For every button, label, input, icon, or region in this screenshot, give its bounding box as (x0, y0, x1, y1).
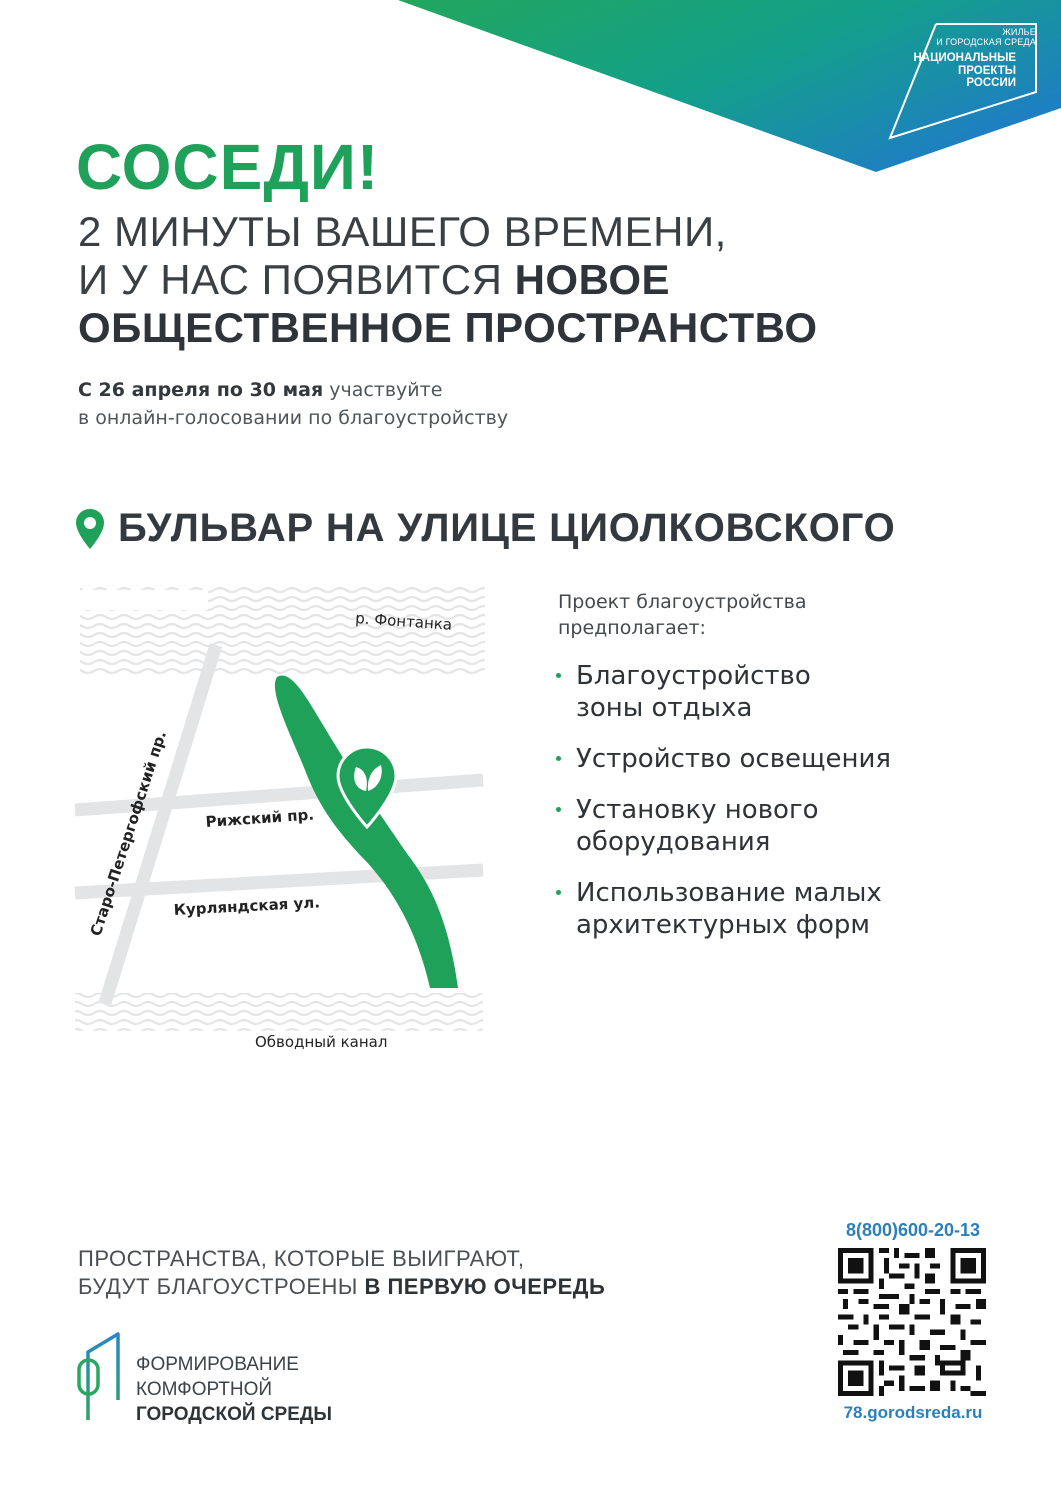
project-intro-line1: Проект благоустройства (558, 591, 807, 613)
map-clear-area (78, 590, 208, 610)
label-fontanka: р. Фонтанка (354, 609, 453, 634)
brand-line1: ФОРМИРОВАНИЕ (136, 1354, 299, 1375)
list-item-line2: зоны отдыха (576, 693, 753, 723)
list-item (556, 743, 956, 775)
project-items-list (556, 660, 956, 960)
list-item-line2: архитектурных форм (576, 910, 871, 940)
page-title: СОСЕДИ! (76, 131, 380, 203)
headline-line2 (78, 256, 818, 304)
label-rizhsky: Рижский пр. (205, 805, 315, 831)
list-item-line2: оборудования (576, 827, 771, 857)
location-pin-icon (76, 509, 104, 549)
brand-line3: ГОРОДСКОЙ СРЕДЫ (136, 1404, 333, 1425)
bullet-icon (556, 756, 561, 761)
np-small-line2: И ГОРОДСКАЯ СРЕДА (936, 37, 1036, 47)
headline-line3 (78, 304, 818, 352)
list-item-line1: Благоустройство (576, 661, 811, 691)
national-projects-logo (888, 22, 1038, 142)
voting-text1: участвуйте (323, 379, 443, 401)
label-obvodny: Обводный канал (255, 1033, 388, 1051)
project-intro (558, 589, 807, 641)
obvodny-canal-waves (75, 993, 483, 1031)
np-big-line3: РОССИИ (966, 77, 1016, 89)
place-name: БУЛЬВАР НА УЛИЦЕ ЦИОЛКОВСКОГО (118, 506, 896, 550)
priority-note (78, 1245, 605, 1301)
list-item-line1: Устройство освещения (576, 744, 892, 774)
qr-code-icon[interactable] (838, 1248, 986, 1396)
bullet-icon (556, 890, 561, 895)
label-staro-peterhof: Старо-Петергофский пр. (86, 728, 171, 939)
voting-dates (78, 376, 508, 432)
brand-line2: КОМФОРТНОЙ (136, 1379, 273, 1400)
project-intro-line2: предполагает: (558, 617, 706, 639)
priority-note-line2-bold: В ПЕРВУЮ ОЧЕРЕДЬ (364, 1274, 606, 1299)
bullet-icon (556, 807, 561, 812)
priority-note-line1: ПРОСТРАНСТВА, КОТОРЫЕ ВЫИГРАЮТ, (78, 1246, 525, 1271)
priority-note-line2 (78, 1273, 605, 1301)
headline-line2-regular: И У НАС ПОЯВИТСЯ (78, 256, 515, 303)
priority-note-line2-regular: БУДУТ БЛАГОУСТРОЕНЫ (78, 1274, 365, 1299)
boulevard-green-area (275, 676, 458, 988)
list-item-line1: Использование малых (576, 878, 882, 908)
np-big-line2: ПРОЕКТЫ (958, 64, 1016, 77)
label-kurlyandskaya: Курляндская ул. (173, 893, 321, 919)
voting-line1 (78, 376, 508, 404)
headline-line1: 2 МИНУТЫ ВАШЕГО ВРЕМЕНИ, (78, 208, 727, 255)
place-heading (76, 506, 896, 551)
brand-logo (76, 1330, 332, 1427)
list-item (556, 877, 956, 941)
headline-subtitle (78, 208, 818, 352)
np-big-line1: НАЦИОНАЛЬНЫЕ (913, 52, 1016, 64)
list-item (556, 794, 956, 858)
location-map (70, 585, 490, 1055)
headline-line2-bold: НОВОЕ (514, 256, 671, 303)
brand-line3-wrap (136, 1402, 332, 1427)
voting-dates-bold: С 26 апреля по 30 мая (78, 379, 324, 401)
voting-line2: в онлайн-голосовании по благоустройству (78, 407, 509, 429)
website-link[interactable]: 78.gorodsreda.ru (843, 1403, 983, 1422)
headline-line3-bold: ОБЩЕСТВЕННОЕ ПРОСТРАНСТВО (78, 304, 818, 351)
list-item-line1: Установку нового (576, 795, 819, 825)
list-item (556, 660, 956, 724)
np-small-line1: ЖИЛЬЕ (1002, 27, 1036, 37)
city-environment-logo-icon (76, 1330, 122, 1422)
hotline-phone[interactable]: 8(800)600-20-13 (845, 1220, 981, 1240)
bullet-icon (556, 673, 561, 678)
